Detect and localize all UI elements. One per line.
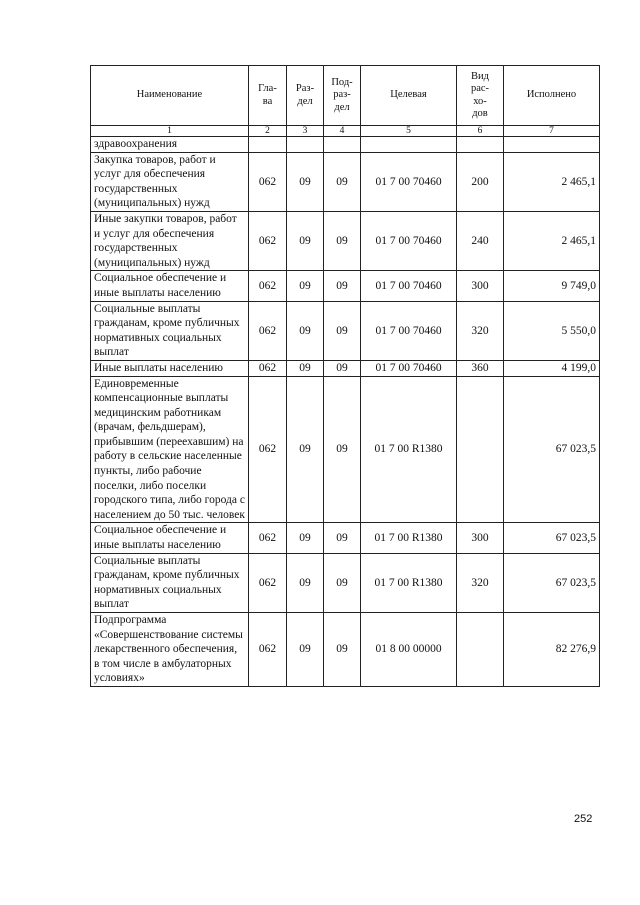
- column-number: 1: [91, 126, 249, 137]
- row-name: Иные закупки товаров, работ и услуг для обеспечения государственных (муниципальных) нужд: [91, 211, 249, 270]
- row-celevaya: 01 7 00 R1380: [361, 523, 457, 553]
- header-celevaya: Целевая: [361, 66, 457, 126]
- row-razdel: 09: [287, 613, 324, 687]
- row-razdel: [287, 137, 324, 153]
- row-ispolneno: 67 023,5: [504, 553, 600, 612]
- row-celevaya: 01 7 00 70460: [361, 152, 457, 211]
- row-razdel: 09: [287, 523, 324, 553]
- table-row: [91, 360, 600, 376]
- row-name: Социальное обеспечение и иные выплаты населению: [91, 271, 249, 301]
- row-name: Единовременные компенсационные выплаты медицинским работникам (врачам, фельдшерам), прибывшим (переехавшим) на работу в сельские населенные пункты, либо рабочие поселки, либо поселки городского типа, либо города с населением до 50 тыс. человек: [91, 376, 249, 523]
- row-vid: 200: [457, 152, 504, 211]
- row-celevaya: 01 8 00 00000: [361, 613, 457, 687]
- table-row: [91, 553, 600, 612]
- row-ispolneno: 67 023,5: [504, 523, 600, 553]
- row-name: здравоохранения: [91, 137, 249, 153]
- row-glava: 062: [249, 613, 287, 687]
- table-row: [91, 523, 600, 553]
- header-razdel: Раз- дел: [287, 66, 324, 126]
- row-podrazdel: 09: [324, 553, 361, 612]
- table-row: [91, 152, 600, 211]
- row-name: Закупка товаров, работ и услуг для обеспечения государственных (муниципальных) нужд: [91, 152, 249, 211]
- row-celevaya: 01 7 00 70460: [361, 271, 457, 301]
- row-vid: 320: [457, 301, 504, 360]
- row-glava: 062: [249, 301, 287, 360]
- table-row: [91, 271, 600, 301]
- table-row: [91, 301, 600, 360]
- row-razdel: 09: [287, 152, 324, 211]
- row-glava: 062: [249, 360, 287, 376]
- header-name: Наименование: [91, 66, 249, 126]
- row-razdel: 09: [287, 376, 324, 523]
- row-vid: [457, 613, 504, 687]
- row-celevaya: 01 7 00 70460: [361, 360, 457, 376]
- row-vid: [457, 376, 504, 523]
- row-vid: 360: [457, 360, 504, 376]
- row-podrazdel: 09: [324, 211, 361, 270]
- budget-table: [90, 65, 600, 687]
- row-vid: 300: [457, 271, 504, 301]
- row-razdel: 09: [287, 301, 324, 360]
- row-glava: [249, 137, 287, 153]
- row-podrazdel: 09: [324, 271, 361, 301]
- row-razdel: 09: [287, 360, 324, 376]
- row-glava: 062: [249, 553, 287, 612]
- row-glava: 062: [249, 211, 287, 270]
- row-podrazdel: 09: [324, 301, 361, 360]
- row-glava: 062: [249, 152, 287, 211]
- row-podrazdel: 09: [324, 152, 361, 211]
- column-number-row: [91, 126, 600, 137]
- row-name: Социальное обеспечение и иные выплаты населению: [91, 523, 249, 553]
- row-glava: 062: [249, 271, 287, 301]
- table-row: [91, 211, 600, 270]
- row-glava: 062: [249, 376, 287, 523]
- row-podrazdel: [324, 137, 361, 153]
- row-vid: 320: [457, 553, 504, 612]
- row-ispolneno: 67 023,5: [504, 376, 600, 523]
- row-celevaya: 01 7 00 R1380: [361, 376, 457, 523]
- table-row: [91, 613, 600, 687]
- row-vid: [457, 137, 504, 153]
- row-podrazdel: 09: [324, 613, 361, 687]
- row-podrazdel: 09: [324, 376, 361, 523]
- column-number: 2: [249, 126, 287, 137]
- header-vid: Вид рас- хо- дов: [457, 66, 504, 126]
- row-name: Социальные выплаты гражданам, кроме публичных нормативных социальных выплат: [91, 301, 249, 360]
- column-number: 6: [457, 126, 504, 137]
- row-name: Социальные выплаты гражданам, кроме публичных нормативных социальных выплат: [91, 553, 249, 612]
- row-glava: 062: [249, 523, 287, 553]
- header-podrazdel: Под- раз- дел: [324, 66, 361, 126]
- row-name: Подпрограмма «Совершенствование системы лекарственного обеспечения, в том числе в амбулаторных условиях»: [91, 613, 249, 687]
- row-ispolneno: 2 465,1: [504, 152, 600, 211]
- header-glava: Гла- ва: [249, 66, 287, 126]
- row-ispolneno: 82 276,9: [504, 613, 600, 687]
- row-ispolneno: 5 550,0: [504, 301, 600, 360]
- row-celevaya: 01 7 00 70460: [361, 211, 457, 270]
- row-vid: 240: [457, 211, 504, 270]
- row-podrazdel: 09: [324, 360, 361, 376]
- column-number: 7: [504, 126, 600, 137]
- row-razdel: 09: [287, 271, 324, 301]
- column-number: 3: [287, 126, 324, 137]
- table-row: [91, 137, 600, 153]
- row-celevaya: 01 7 00 R1380: [361, 553, 457, 612]
- row-celevaya: [361, 137, 457, 153]
- row-razdel: 09: [287, 553, 324, 612]
- row-ispolneno: 2 465,1: [504, 211, 600, 270]
- column-number: 4: [324, 126, 361, 137]
- row-name: Иные выплаты населению: [91, 360, 249, 376]
- row-razdel: 09: [287, 211, 324, 270]
- page-number: 252: [574, 813, 593, 825]
- row-celevaya: 01 7 00 70460: [361, 301, 457, 360]
- column-number: 5: [361, 126, 457, 137]
- row-ispolneno: [504, 137, 600, 153]
- row-podrazdel: 09: [324, 523, 361, 553]
- table-row: [91, 376, 600, 523]
- row-ispolneno: 4 199,0: [504, 360, 600, 376]
- header-ispolneno: Исполнено: [504, 66, 600, 126]
- row-ispolneno: 9 749,0: [504, 271, 600, 301]
- row-vid: 300: [457, 523, 504, 553]
- table-header-row: [91, 66, 600, 126]
